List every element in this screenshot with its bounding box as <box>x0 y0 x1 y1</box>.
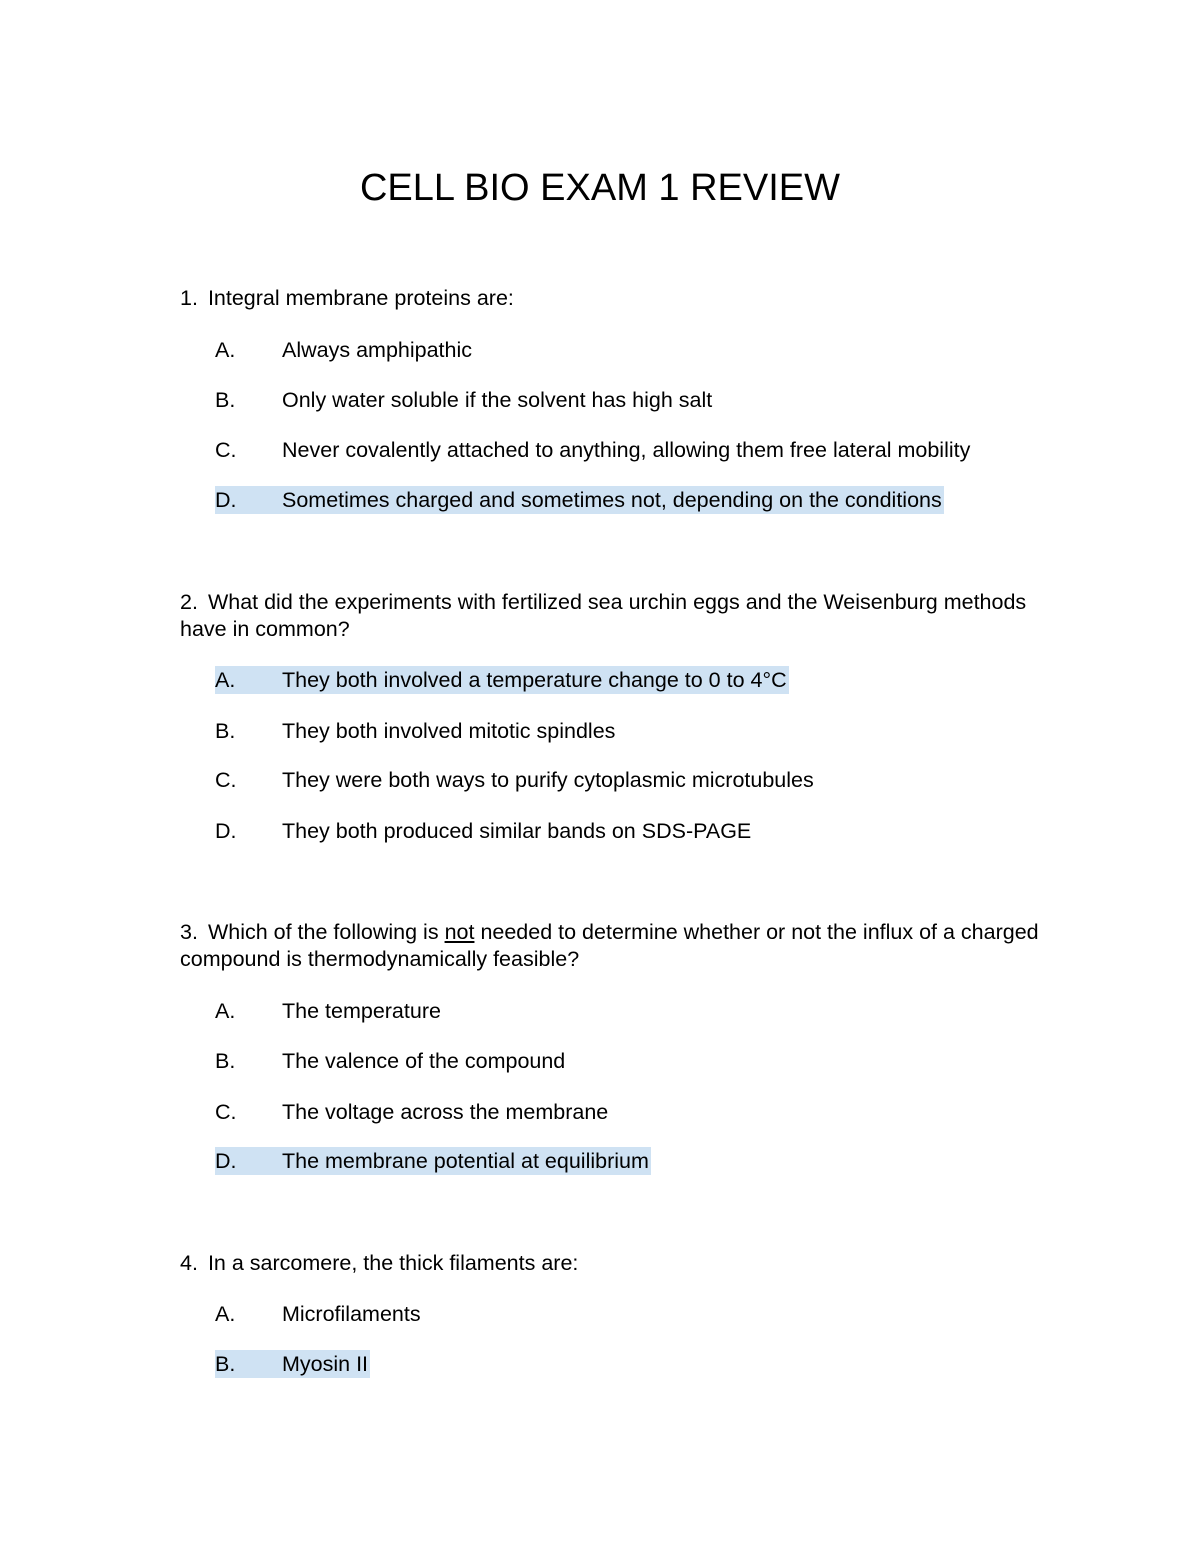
question-prompt-end: needed to determine whether or not the influx of a charged compound is thermodynamically feasible? <box>180 920 1039 971</box>
option-text: The membrane potential at equilibrium <box>282 1149 649 1173</box>
option-letter: A. <box>215 1302 236 1326</box>
option-text: They were both ways to purify cytoplasmic microtubules <box>282 768 814 792</box>
question-3-option-c <box>215 1098 608 1126</box>
option-text: Myosin II <box>282 1352 369 1376</box>
option-text: Only water soluble if the solvent has high salt <box>282 388 713 412</box>
option-text: They both involved mitotic spindles <box>282 719 616 743</box>
question-4-option-b-highlighted <box>215 1350 370 1378</box>
question-3-option-a <box>215 997 441 1025</box>
question-prompt: Integral membrane proteins are: <box>207 286 514 310</box>
option-letter: C. <box>215 1100 237 1124</box>
option-letter: D. <box>215 488 237 512</box>
underlined-word: not <box>444 920 475 944</box>
question-2-option-c <box>215 766 814 794</box>
question-3-option-b <box>215 1047 565 1075</box>
question-number: 2. <box>180 590 198 614</box>
question-3-option-d-highlighted <box>215 1147 651 1175</box>
option-text: The voltage across the membrane <box>282 1100 609 1124</box>
option-letter: B. <box>215 1352 236 1376</box>
option-letter: B. <box>215 388 236 412</box>
page-title: CELL BIO EXAM 1 REVIEW <box>359 167 841 209</box>
question-4-option-a <box>215 1300 421 1328</box>
question-1-option-c <box>215 436 970 464</box>
question-2-option-a-highlighted <box>215 666 789 694</box>
option-text: Sometimes charged and sometimes not, depending on the conditions <box>282 488 942 512</box>
option-letter: A. <box>215 999 236 1023</box>
question-2-text <box>180 589 1050 643</box>
question-prompt-start: Which of the following is <box>207 920 439 944</box>
question-2-option-b <box>215 717 615 745</box>
option-letter: C. <box>215 438 237 462</box>
question-prompt: In a sarcomere, the thick filaments are: <box>207 1251 579 1275</box>
question-number: 3. <box>180 920 198 944</box>
question-number: 1. <box>180 286 198 310</box>
option-text: Never covalently attached to anything, allowing them free lateral mobility <box>282 438 971 462</box>
option-letter: B. <box>215 719 236 743</box>
option-text: The temperature <box>282 999 441 1023</box>
option-text: The valence of the compound <box>282 1049 566 1073</box>
option-letter: D. <box>215 1149 237 1173</box>
option-letter: B. <box>215 1049 236 1073</box>
question-number: 4. <box>180 1251 198 1275</box>
question-4-text <box>180 1250 1050 1277</box>
option-text: They both involved a temperature change to 0 to 4°C <box>282 668 787 692</box>
question-1-option-a <box>215 336 472 364</box>
option-letter: A. <box>215 338 236 362</box>
option-text: They both produced similar bands on SDS-PAGE <box>282 819 752 843</box>
option-letter: C. <box>215 768 237 792</box>
option-text: Microfilaments <box>282 1302 421 1326</box>
question-1-option-d-highlighted <box>215 486 944 514</box>
option-letter: D. <box>215 819 237 843</box>
option-letter: A. <box>215 668 236 692</box>
question-prompt: What did the experiments with fertilized sea urchin eggs and the Weisenburg methods have in common? <box>180 590 1027 641</box>
question-3-text <box>180 919 1050 973</box>
question-1-option-b <box>215 386 712 414</box>
question-2-option-d <box>215 817 751 845</box>
option-text: Always amphipathic <box>282 338 473 362</box>
question-1-text <box>180 285 1050 312</box>
